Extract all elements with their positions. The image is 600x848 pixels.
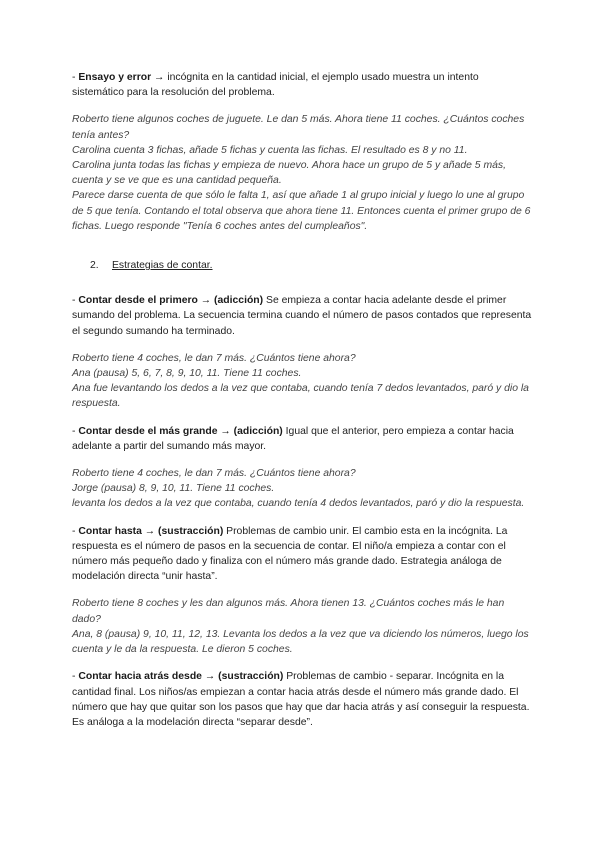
example-line: Jorge (pausa) 8, 9, 10, 11. Tiene 11 coches. xyxy=(72,483,275,495)
term-ensayo-error: Ensayo y error xyxy=(78,72,152,83)
term-contar-hasta: Contar hasta → (sustracción) xyxy=(78,525,224,537)
paragraph-ensayo-error: - Ensayo y error → incógnita en la cantidad inicial, el ejemplo usado muestra un intento sistemático para la resolución del problema. xyxy=(72,72,479,99)
example-line: Ana fue levantando los dedos a la vez que contaba, cuando tenía 7 dedos levantados, paró y dio la respuesta. xyxy=(72,383,529,410)
example-line: Carolina junta todas las fichas y empieza de nuevo. Ahora hace un grupo de 5 y añade 5 más, cuenta y se ve que es una cantidad pequeña. xyxy=(72,160,506,187)
term-contar-primero: Contar desde el primero → (adicción) xyxy=(78,295,264,307)
example-line: Roberto tiene 4 coches, le dan 7 más. ¿Cuántos tiene ahora? xyxy=(72,468,356,480)
example-line: Roberto tiene 8 coches y les dan algunos más. Ahora tienen 13. ¿Cuántos coches más le han dado? xyxy=(72,598,505,625)
paragraph-contar-hasta: - Contar hasta → (sustracción) Problemas de cambio unir. El cambio esta en la incógnita. La respuesta es el número de pasos en la secuencia de contar. El niño/a empieza a contar con el número más pequeño dado y finaliza con el número más grande dado. Estrategia análoga de modelación directa “unir hasta”. xyxy=(72,525,508,583)
example-line: Carolina cuenta 3 fichas, añade 5 fichas y cuenta las fichas. El resultado es 8 y no 11. xyxy=(72,144,468,156)
example-line: Ana, 8 (pausa) 9, 10, 11, 12, 13. Levanta los dedos a la vez que va diciendo los números, luego los cuenta y le da la respuesta. Le dieron 5 coches. xyxy=(72,628,529,656)
paragraph-contar-atras: - Contar hacia atrás desde → (sustracción) Problemas de cambio - separar. Incógnita en la cantidad final. Los niños/as empiezan a contar hacia atrás desde el número más grande dado. El número que hay que quitar son los pasos que hay que dar hacia atrás y así conseguir la respuesta. xyxy=(72,671,530,713)
document-body xyxy=(72,70,532,730)
paragraph-contar-primero: - Contar desde el primero → (adicción) Se empieza a contar hacia adelante desde el primer sumando del problema. La secuencia termina cuando el número de pasos contados que representa el segundo sumando ha terminado. xyxy=(72,295,532,337)
example-ensayo-error xyxy=(72,112,532,234)
term-contar-atras: Contar hacia atrás desde → (sustracción) xyxy=(78,671,284,683)
paragraph-contar-atras-note: Es análoga a la modelación directa “separar desde”. xyxy=(72,716,313,728)
term-contar-mas-grande: Contar desde el más grande → (adicción) xyxy=(78,425,283,437)
example-line: Parece darse cuenta de que sólo le falta 1, así que añade 1 al grupo inicial y luego lo une al grupo de 5 que tenía. Contando el total observa que ahora tiene 11. Entonces cuenta el primer grupo de 6 fichas. Luego responde "Tenía 6 coches antes del cumpleaños". xyxy=(72,190,531,232)
paragraph-contar-mas-grande: - Contar desde el más grande → (adicción) Igual que el anterior, pero empieza a contar hacia adelante a partir del sumando más mayor. xyxy=(72,425,514,452)
example-line: Roberto tiene algunos coches de juguete. Le dan 5 más. Ahora tiene 11 coches. ¿Cuántos coches tenía antes? xyxy=(72,114,525,141)
example-contar-hasta xyxy=(72,596,532,657)
example-line: Ana (pausa) 5, 6, 7, 8, 9, 10, 11. Tiene 11 coches. xyxy=(72,368,302,380)
example-line: Roberto tiene 4 coches, le dan 7 más. ¿Cuántos tiene ahora? xyxy=(72,352,356,364)
example-contar-mas-grande xyxy=(72,466,532,512)
example-contar-primero xyxy=(72,351,532,412)
section-heading-estrategias: 2. Estrategias de contar. xyxy=(90,260,213,272)
example-line: levanta los dedos a la vez que contaba, cuando tenía 4 dedos levantados, paró y dio la respuesta. xyxy=(72,498,525,510)
